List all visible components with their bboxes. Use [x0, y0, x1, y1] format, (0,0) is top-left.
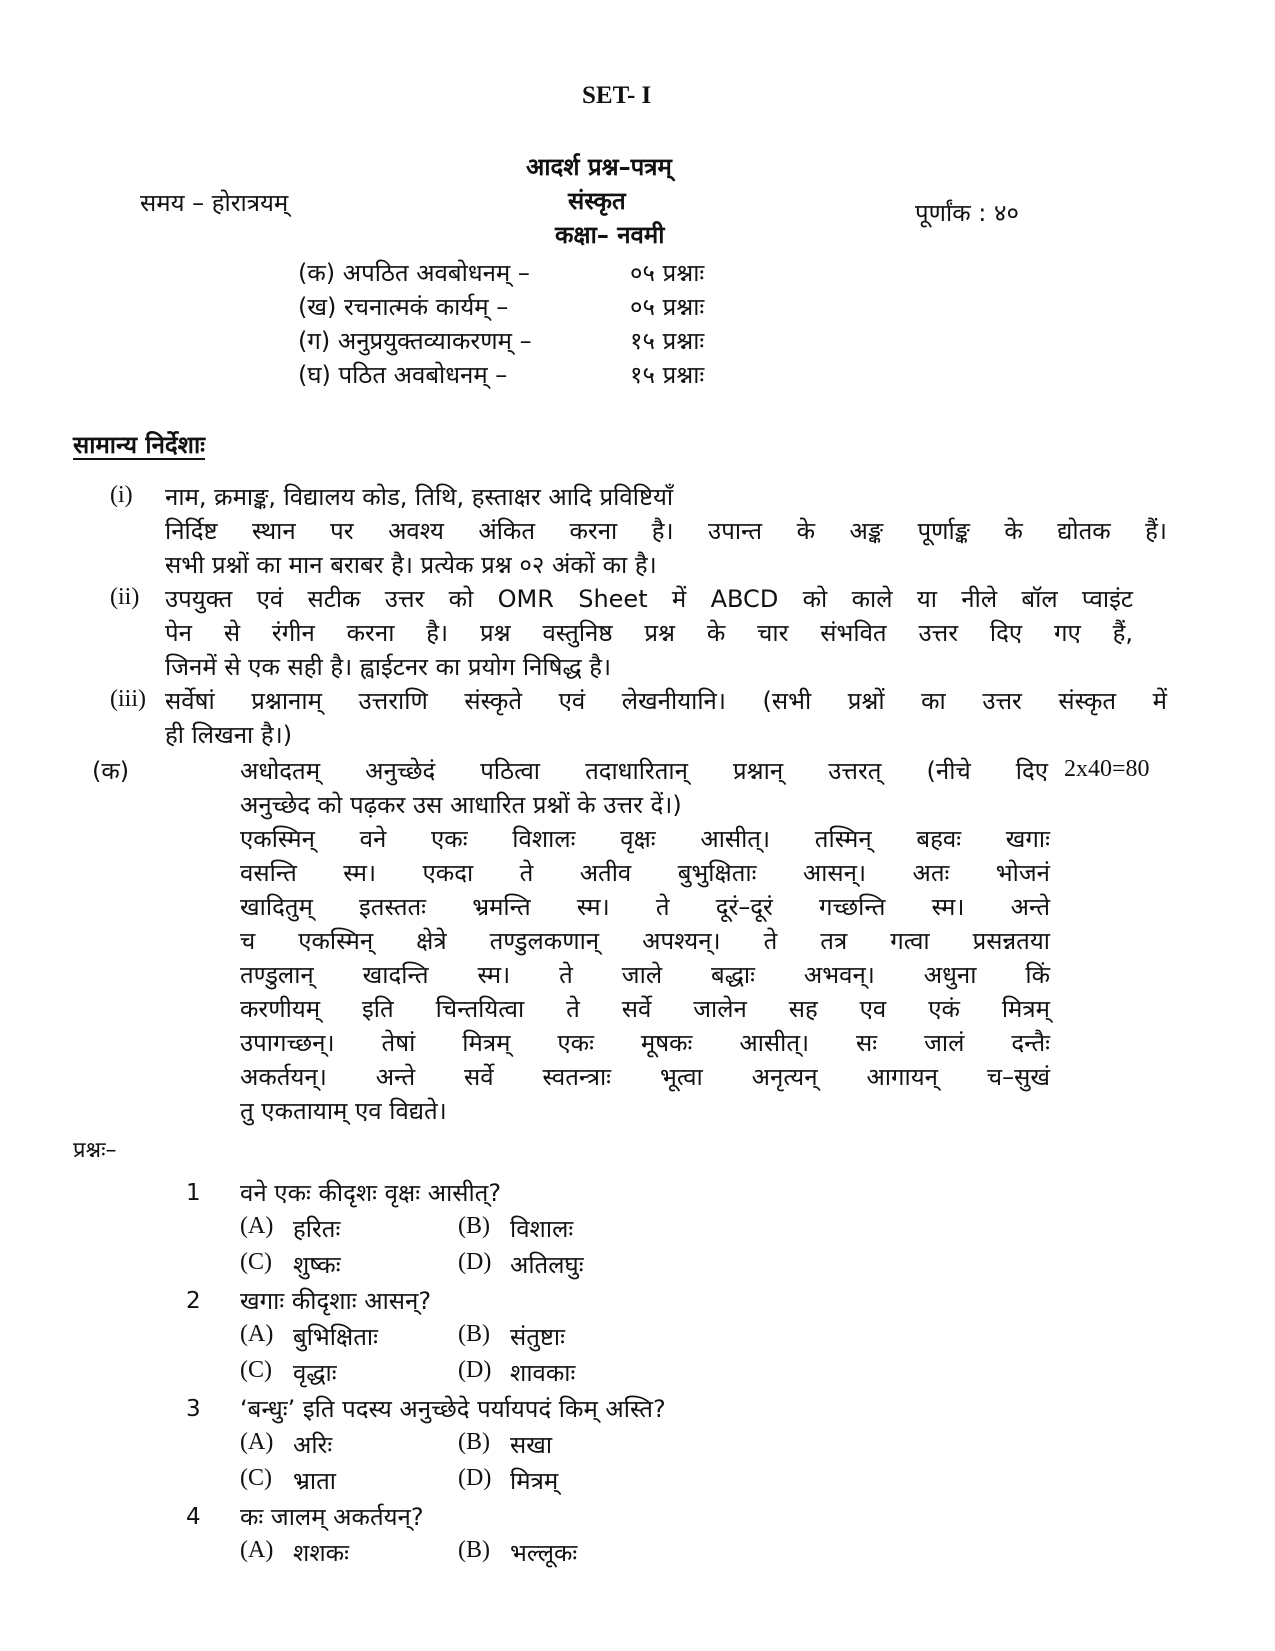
option-letter: (A)	[240, 1429, 274, 1455]
option-letter: (B)	[458, 1213, 490, 1239]
question-text: खगाः कीदृशाः आसन्?	[240, 1287, 432, 1315]
option-text: अरिः	[293, 1431, 333, 1459]
passage-line: तण्डुलान् खादन्ति स्म। ते जाले बद्धाः अभवन्। अधुना किं	[240, 961, 1050, 989]
passage-line: खादितुम् इतस्ततः भ्रमन्ति स्म। ते दूरं–दूरं गच्छन्ति स्म। अन्ते	[240, 893, 1050, 921]
option-text: बुभिक्षिताः	[293, 1323, 378, 1351]
instruction-number: (iii)	[110, 686, 146, 712]
question-text: कः जालम् अकर्तयन्?	[240, 1503, 424, 1531]
option-text: शावकाः	[510, 1359, 576, 1387]
option-text: विशालः	[510, 1215, 574, 1243]
question-number: 4	[186, 1504, 201, 1530]
passage-line: एकस्मिन् वने एकः विशालः वृक्षः आसीत्। तस्मिन् बहवः खगाः	[240, 825, 1050, 853]
instruction-line: सर्वेषां प्रश्नानाम् उत्तराणि संस्कृते एवं लेखनीयानि। (सभी प्रश्नों का उत्तर संस्कृत में	[165, 687, 1167, 715]
passage-line: वसन्ति स्म। एकदा ते अतीव बुभुक्षिताः आसन्। अतः भोजनं	[240, 859, 1050, 887]
instruction-number: (ii)	[110, 584, 140, 610]
option-letter: (A)	[240, 1321, 274, 1347]
option-text: संतुष्टाः	[510, 1323, 565, 1351]
passage-line: च एकस्मिन् क्षेत्रे तण्डुलकणान् अपश्यन्। ते तत्र गत्वा प्रसन्नतया	[240, 927, 1050, 955]
instruction-line: सभी प्रश्नों का मान बराबर है। प्रत्येक प्रश्न ०२ अंकों का है।	[165, 551, 657, 579]
option-text: सखा	[510, 1431, 553, 1459]
section-ka-label: (क)	[92, 757, 130, 785]
option-text: वृद्धाः	[293, 1359, 337, 1387]
marks-label: पूर्णांक : ४०	[915, 199, 1019, 227]
question-text: वने एकः कीदृशः वृक्षः आसीत्?	[240, 1179, 502, 1207]
option-letter: (A)	[240, 1213, 274, 1239]
instruction-line: जिनमें से एक सही है। ह्वाईटनर का प्रयोग निषिद्ध है।	[165, 653, 612, 681]
option-letter: (B)	[458, 1321, 490, 1347]
instruction-number: (i)	[110, 482, 133, 508]
section-label: (क) अपठित अवबोधनम् –	[298, 259, 530, 287]
option-letter: (D)	[458, 1357, 492, 1383]
section-count: १५ प्रश्नाः	[630, 361, 705, 389]
section-count: ०५ प्रश्नाः	[630, 293, 705, 321]
passage-line: उपागच्छन्। तेषां मित्रम् एकः मूषकः आसीत्। सः जालं दन्तैः	[240, 1029, 1050, 1057]
section-label: (ग) अनुप्रयुक्तव्याकरणम् –	[298, 327, 532, 355]
option-letter: (B)	[458, 1537, 490, 1563]
option-text: मित्रम्	[510, 1467, 559, 1495]
option-letter: (C)	[240, 1465, 272, 1491]
section-count: १५ प्रश्नाः	[630, 327, 705, 355]
instruction-line: पेन से रंगीन करना है। प्रश्न वस्तुनिष्ठ प्रश्न के चार संभवित उत्तर दिए गए हैं,	[165, 619, 1133, 647]
passage-line: तु एकतायाम् एव विद्यते।	[240, 1097, 447, 1125]
option-letter: (A)	[240, 1537, 274, 1563]
section-label: (ख) रचनात्मकं कार्यम् –	[298, 293, 509, 321]
instructions-heading: सामान्य निर्देशाः	[73, 431, 206, 459]
option-text: भल्लूकः	[510, 1539, 578, 1567]
time-label: समय – होरात्रयम्	[140, 189, 289, 217]
option-text: शशकः	[293, 1539, 349, 1567]
instruction-line: ही लिखना है।)	[165, 721, 293, 749]
option-letter: (C)	[240, 1357, 272, 1383]
class-label: कक्षा– नवमी	[555, 221, 665, 249]
instruction-line: निर्दिष्ट स्थान पर अवश्य अंकित करना है। उपान्त के अङ्क पूर्णाङ्क के द्योतक हैं।	[165, 517, 1167, 545]
option-letter: (D)	[458, 1465, 492, 1491]
section-label: (घ) पठित अवबोधनम् –	[298, 361, 508, 389]
section-count: ०५ प्रश्नाः	[630, 259, 705, 287]
instruction-line: उपयुक्त एवं सटीक उत्तर को OMR Sheet में ABCD को काले या नीले बॉल प्वाइंट	[165, 585, 1133, 613]
set-label: SET- I	[582, 82, 652, 109]
section-ka-marks: 2x40=80	[1064, 756, 1150, 782]
subject-title: संस्कृत	[568, 187, 626, 215]
question-number: 2	[186, 1288, 201, 1314]
option-text: भ्राता	[293, 1467, 336, 1495]
section-ka-instruction: अधोदतम् अनुच्छेदं पठित्वा तदाधारितान् प्रश्नान् उत्तरत् (नीचे दिए	[240, 757, 1048, 785]
option-letter: (C)	[240, 1249, 272, 1275]
instruction-line: नाम, क्रमाङ्क, विद्यालय कोड, तिथि, हस्ताक्षर आदि प्रविष्टियाँ	[165, 483, 674, 511]
option-letter: (B)	[458, 1429, 490, 1455]
paper-title: आदर्श प्रश्न–पत्रम्	[526, 153, 672, 181]
option-letter: (D)	[458, 1249, 492, 1275]
option-text: शुष्कः	[293, 1251, 341, 1279]
question-text: ‘बन्धुः’ इति पदस्य अनुच्छेदे पर्यायपदं किम् अस्ति?	[240, 1395, 666, 1423]
section-ka-instruction: अनुच्छेद को पढ़कर उस आधारित प्रश्नों के उत्तर दें।)	[240, 791, 682, 819]
option-text: अतिलघुः	[510, 1251, 584, 1279]
question-number: 1	[186, 1180, 201, 1206]
passage-line: करणीयम् इति चिन्तयित्वा ते सर्वे जालेन सह एव एकं मित्रम्	[240, 995, 1050, 1023]
passage-line: अकर्तयन्। अन्ते सर्वे स्वतन्त्राः भूत्वा अनृत्यन् आगायन् च–सुखं	[240, 1063, 1050, 1091]
question-number: 3	[186, 1396, 201, 1422]
questions-heading: प्रश्नः–	[73, 1138, 117, 1163]
option-text: हरितः	[293, 1215, 341, 1243]
